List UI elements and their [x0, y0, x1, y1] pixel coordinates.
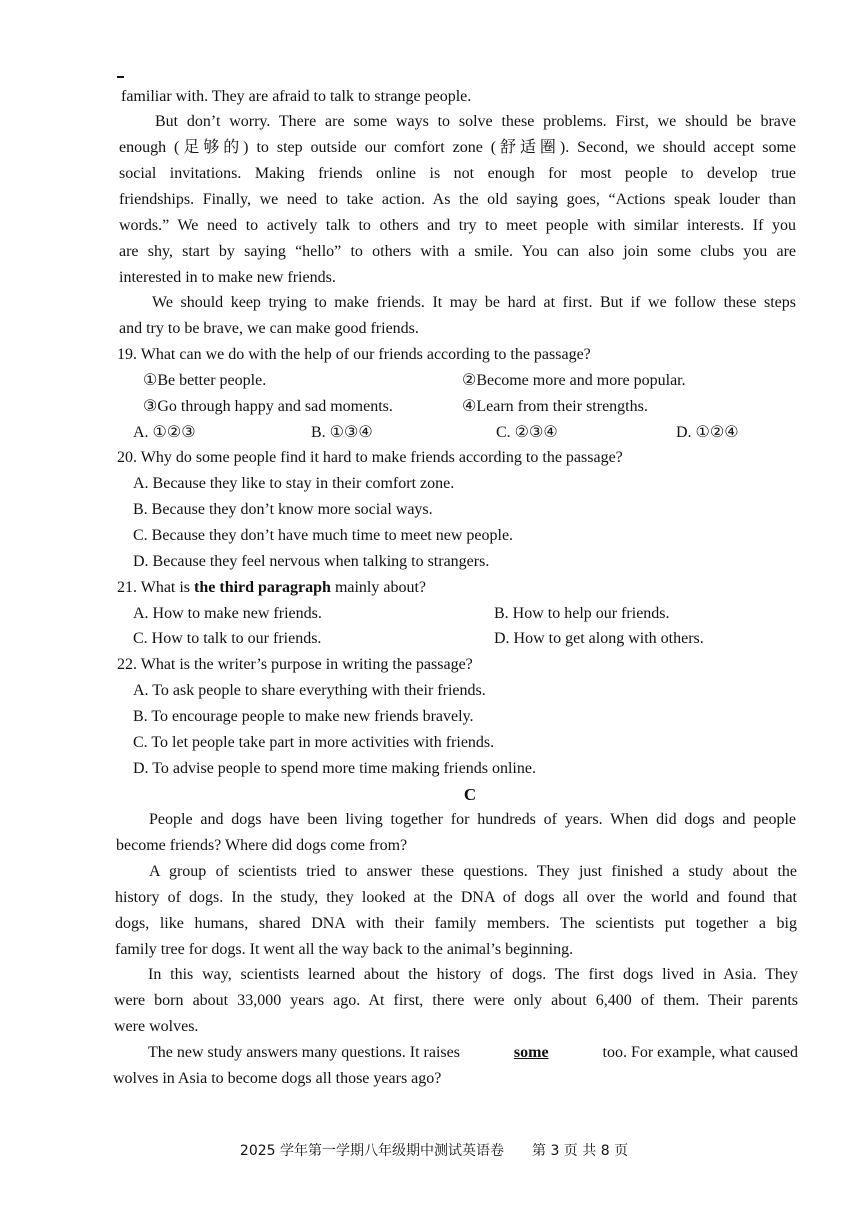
q21-option-c: C. How to talk to our friends.: [133, 630, 322, 647]
q22-option-a: A. To ask people to share everything with their friends.: [133, 682, 486, 699]
q22-option-c: C. To let people take part in more activities with friends.: [133, 734, 495, 751]
page-footer: 2025 学年第一学期八年级期中测试英语卷 第 3 页 共 8 页: [239, 1143, 629, 1159]
p4-underlined-word: some: [513, 1044, 549, 1061]
q21-option-b: B. How to help our friends.: [494, 605, 670, 622]
q19-item: ④Learn from their strengths.: [462, 398, 648, 415]
passage-c-p4-line: [148, 1043, 798, 1063]
q19-item: ③Go through happy and sad moments.: [143, 398, 393, 415]
passage-c-p1-line: People and dogs have been living together for hundreds of years. When did dogs and people: [149, 811, 796, 828]
passage-c-p4-line: wolves in Asia to become dogs all those years ago?: [113, 1070, 442, 1087]
passage-b-p2-line: But don’t worry. There are some ways to solve these problems. First, we should be brave: [155, 113, 796, 130]
passage-c-p2-line: family tree for dogs. It went all the way back to the animal’s beginning.: [115, 941, 574, 958]
question-19-stem: 19. What can we do with the help of our friends according to the passage?: [117, 346, 591, 363]
q21-option-d: D. How to get along with others.: [494, 630, 704, 647]
passage-c-p1-line: become friends? Where did dogs come from?: [116, 837, 408, 854]
question-22-stem: 22. What is the writer’s purpose in writing the passage?: [117, 656, 473, 673]
q19-option-d: D. ①②④: [676, 424, 739, 441]
stray-mark: [117, 76, 124, 78]
passage-b-p2-line: are shy, start by saying “hello” to others with a smile. You can also join some clubs you are: [119, 243, 796, 260]
passage-b-p2-line: social invitations. Making friends online is not enough for most people to develop true: [119, 165, 796, 182]
q19-item: ②Become more and more popular.: [462, 372, 686, 389]
passage-c-p2-line: dogs, like humans, shared DNA with their family members. The scientists put together a big: [115, 915, 797, 932]
passage-c-p2-line: history of dogs. In the study, they looked at the DNA of dogs all over the world and found that: [115, 889, 797, 906]
q20-option-c: C. Because they don’t have much time to meet new people.: [133, 527, 514, 544]
passage-b-p2-line: friendships. Finally, we need to take action. As the old saying goes, “Actions speak louder than: [119, 191, 796, 208]
q20-option-a: A. Because they like to stay in their comfort zone.: [133, 475, 455, 492]
q22-option-d: D. To advise people to spend more time making friends online.: [133, 760, 536, 777]
passage-b-p2-line: interested in to make new friends.: [119, 269, 336, 286]
passage-b-p3-line: We should keep trying to make friends. It may be hard at first. But if we follow these steps: [152, 294, 796, 311]
q22-option-b: B. To encourage people to make new friends bravely.: [133, 708, 474, 725]
question-21-stem: [117, 578, 426, 598]
q19-option-c: C. ②③④: [496, 424, 558, 441]
passage-c-p3-line: In this way, scientists learned about the history of dogs. The first dogs lived in Asia. They: [148, 966, 798, 983]
passage-c-p3-line: were wolves.: [114, 1018, 199, 1035]
q21-stem-post: mainly about?: [330, 579, 427, 596]
q19-item: ①Be better people.: [143, 372, 267, 389]
q19-option-b: B. ①③④: [311, 424, 373, 441]
q20-option-b: B. Because they don’t know more social ways.: [133, 501, 433, 518]
q21-option-a: A. How to make new friends.: [133, 605, 322, 622]
q21-stem-bold: the third paragraph: [194, 579, 331, 596]
passage-b-p2-line: words.” We need to actively talk to others and try to meet people with similar interests. If you: [119, 217, 796, 234]
question-20-stem: 20. Why do some people find it hard to make friends according to the passage?: [117, 449, 623, 466]
q20-option-d: D. Because they feel nervous when talking to strangers.: [133, 553, 490, 570]
passage-c-p2-line: A group of scientists tried to answer these questions. They just finished a study about the: [149, 863, 797, 880]
p4-text-post: too. For example, what caused: [598, 1044, 798, 1061]
passage-b-p3-line: and try to be brave, we can make good friends.: [119, 320, 419, 337]
q21-stem-pre: 21. What is: [117, 579, 195, 596]
p4-text-pre: The new study answers many questions. It raises: [148, 1044, 464, 1061]
passage-b-p1-tail: familiar with. They are afraid to talk to strange people.: [121, 88, 472, 105]
passage-c-p3-line: were born about 33,000 years ago. At first, there were only about 6,400 of them. Their parents: [114, 992, 798, 1009]
passage-c-heading: C: [463, 785, 477, 804]
q19-option-a: A. ①②③: [133, 424, 196, 441]
passage-b-p2-line: enough (足够的) to step outside our comfort zone (舒适圈). Second, we should accept some: [119, 139, 796, 156]
